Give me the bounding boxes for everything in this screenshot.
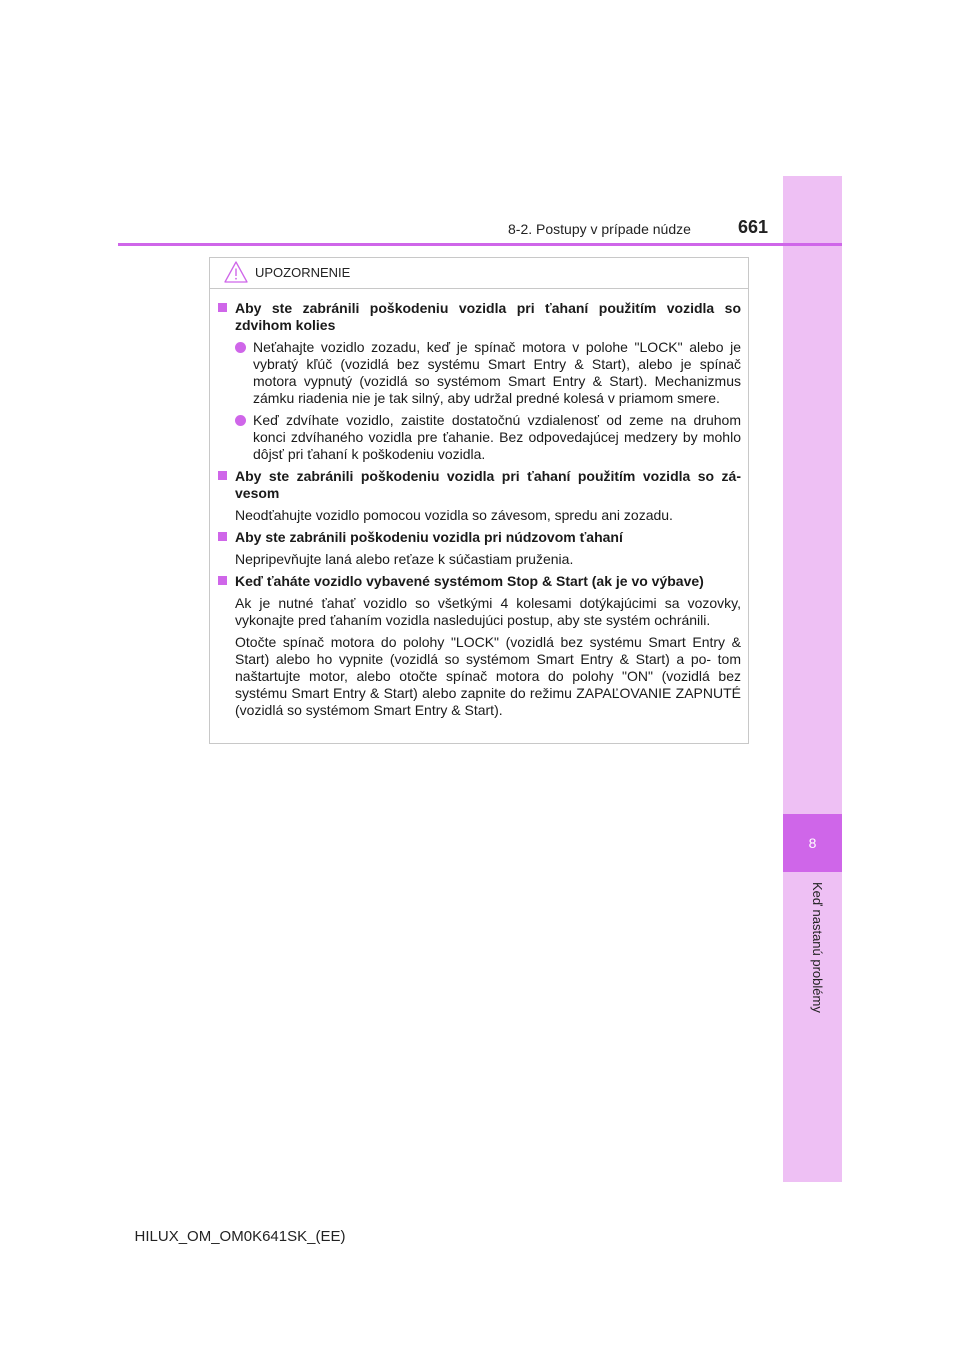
section-text: Nepripevňujte laná alebo reťaze k súčastiam pruženia. xyxy=(235,551,574,567)
caution-header xyxy=(210,258,748,289)
caution-body xyxy=(210,289,748,719)
bullet-text: Neťahajte vozidlo zozadu, keď je spínač motora v polohe "LOCK" alebo je vybratý kľúč (vozidlá bez systému Smart Entry & Start), alebo je spínač motora vypnutý (vozidlá so systémom Smart Entry & Start). Mechanizmus zámku riadenia nie je tak silný, aby udržal predné kolesá v priamom smere. xyxy=(253,339,741,406)
chapter-number: 8 xyxy=(783,814,842,872)
section-heading: Aby ste zabránili poškodeniu vozidla pri ťahaní použitím vozidla so zdvihom kolies xyxy=(235,300,741,333)
section-bullet-square-icon xyxy=(218,303,227,312)
caution-box xyxy=(209,257,749,744)
section-heading: Aby ste zabránili poškodeniu vozidla pri núdzovom ťahaní xyxy=(235,529,623,545)
page-number: 661 xyxy=(738,217,769,237)
section-text: Neodťahujte vozidlo pomocou vozidla so závesom, spredu ani zozadu. xyxy=(235,507,673,523)
caution-section xyxy=(217,529,741,568)
warning-triangle-icon xyxy=(224,261,248,283)
section-text: Ak je nutné ťahať vozidlo so všetkými 4 kolesami dotýkajúcimi sa vozovky, vykonajte pred ťahaním vozidla nasledujúci postup, aby ste systém ochránili. xyxy=(235,595,741,628)
caution-section xyxy=(217,468,741,524)
chapter-label: Keď nastanú problémy xyxy=(810,882,825,1013)
bullet-dot-icon xyxy=(235,342,246,353)
caution-label: UPOZORNENIE xyxy=(255,265,351,280)
section-bullet-square-icon xyxy=(218,532,227,541)
bullet-item xyxy=(235,339,741,407)
footer-doc-code: HILUX_OM_OM0K641SK_(EE) xyxy=(134,1228,346,1245)
bullet-dot-icon xyxy=(235,415,246,426)
section-heading: Aby ste zabránili poškodeniu vozidla pri ťahaní použitím vozidla so zá- vesom xyxy=(235,468,741,501)
section-bullet-square-icon xyxy=(218,471,227,480)
caution-section xyxy=(217,300,741,463)
section-heading: Keď ťaháte vozidlo vybavené systémom Stop & Start (ak je vo výbave) xyxy=(235,573,704,589)
section-title: 8-2. Postupy v prípade núdze xyxy=(508,221,691,237)
section-bullet-square-icon xyxy=(218,576,227,585)
header-divider xyxy=(118,243,842,246)
bullet-text: Keď zdvíhate vozidlo, zaistite dostatočnú vzdialenosť od zeme na druhom konci zdvíhaného vozidla pre ťahanie. Bez odpovedajúcej medzery by mohlo dôjsť pri ťahaní k poškodeniu vozidla. xyxy=(253,412,741,462)
caution-section xyxy=(217,573,741,719)
bullet-item xyxy=(235,412,741,463)
section-text: Otočte spínač motora do polohy "LOCK" (vozidlá bez systému Smart Entry & Start) alebo ho vypnite (vozidlá so systémom Smart Entry & Start) a po- tom naštartujte motor, alebo otočte spínač motora do polohy "ON" (vozidlá bez systému Smart Entry & Start) alebo zapnite do režimu ZAPAĽOVANIE ZAPNUTÉ (vozidlá so systémom Smart Entry & Start). xyxy=(235,634,741,718)
